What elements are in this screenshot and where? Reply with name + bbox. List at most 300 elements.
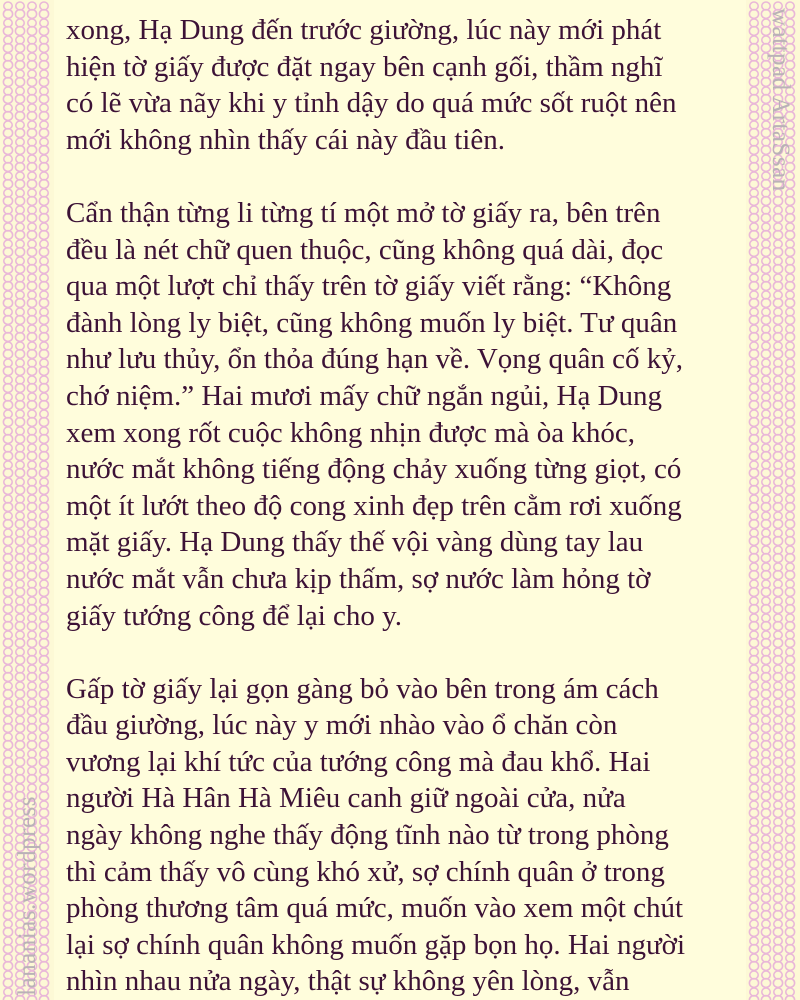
pattern-loop	[761, 775, 770, 784]
pattern-loop	[749, 690, 758, 699]
pattern-loop	[750, 478, 758, 486]
pattern-loop	[27, 571, 36, 580]
pattern-loop	[749, 95, 758, 104]
pattern-loop	[40, 444, 48, 452]
pattern-loop	[3, 44, 12, 53]
pattern-loop	[785, 622, 794, 631]
pattern-loop	[3, 996, 12, 1000]
pattern-loop	[749, 809, 758, 818]
pattern-loop	[27, 435, 36, 444]
pattern-loop	[27, 333, 36, 342]
pattern-loop	[28, 2, 36, 10]
pattern-loop	[28, 699, 36, 707]
pattern-loop	[27, 486, 36, 495]
pattern-loop	[15, 418, 24, 427]
pattern-loop	[761, 860, 770, 869]
pattern-loop	[15, 775, 24, 784]
pattern-loop	[749, 792, 758, 801]
pattern-loop	[761, 792, 770, 801]
text-line: nước mắt vẫn chưa kịp thấm, sợ nước làm hỏng tờ	[66, 562, 651, 595]
pattern-loop	[761, 724, 770, 733]
pattern-loop	[27, 248, 36, 257]
pattern-loop	[39, 690, 48, 699]
pattern-loop	[761, 962, 770, 971]
pattern-loop	[40, 393, 48, 401]
pattern-loop	[28, 308, 36, 316]
pattern-loop	[774, 308, 782, 316]
pattern-loop	[750, 376, 758, 384]
pattern-loop	[39, 265, 48, 274]
pattern-loop	[3, 979, 12, 988]
text-line: nhìn nhau nửa ngày, thật sự không yên lòng, vẫn	[66, 965, 630, 998]
pattern-loop	[3, 129, 12, 138]
pattern-loop	[785, 775, 794, 784]
pattern-loop	[15, 452, 24, 461]
pattern-loop	[785, 435, 794, 444]
pattern-loop	[749, 78, 758, 87]
paragraph-gap	[66, 158, 746, 195]
pattern-loop	[761, 248, 770, 257]
pattern-loop	[786, 444, 794, 452]
pattern-loop	[40, 461, 48, 469]
pattern-loop	[27, 44, 36, 53]
pattern-loop	[773, 282, 782, 291]
pattern-loop	[785, 928, 794, 937]
pattern-loop	[39, 656, 48, 665]
pattern-loop	[773, 605, 782, 614]
pattern-loop	[785, 945, 794, 954]
pattern-loop	[15, 112, 24, 121]
pattern-loop	[28, 410, 36, 418]
pattern-loop	[773, 299, 782, 308]
pattern-loop	[762, 325, 770, 333]
pattern-loop	[749, 180, 758, 189]
pattern-loop	[3, 350, 12, 359]
pattern-loop	[4, 376, 12, 384]
pattern-loop	[3, 843, 12, 852]
pattern-loop	[785, 809, 794, 818]
pattern-loop	[27, 350, 36, 359]
paragraph-gap	[66, 634, 746, 671]
pattern-loop	[785, 384, 794, 393]
pattern-loop	[3, 809, 12, 818]
pattern-loop	[39, 129, 48, 138]
pattern-loop	[28, 648, 36, 656]
pattern-loop	[761, 622, 770, 631]
pattern-loop	[750, 291, 758, 299]
pattern-loop	[3, 78, 12, 87]
pattern-loop	[27, 520, 36, 529]
pattern-loop	[761, 554, 770, 563]
pattern-loop	[750, 427, 758, 435]
pattern-loop	[27, 503, 36, 512]
pattern-loop	[3, 418, 12, 427]
pattern-loop	[15, 282, 24, 291]
pattern-loop	[15, 214, 24, 223]
pattern-loop	[749, 367, 758, 376]
pattern-loop	[761, 214, 770, 223]
pattern-loop	[749, 673, 758, 682]
pattern-loop	[3, 299, 12, 308]
pattern-loop	[16, 444, 24, 452]
pattern-loop	[39, 299, 48, 308]
pattern-loop	[785, 707, 794, 716]
pattern-loop	[3, 962, 12, 971]
pattern-loop	[3, 248, 12, 257]
pattern-loop	[28, 461, 36, 469]
pattern-loop	[3, 61, 12, 70]
pattern-loop	[749, 894, 758, 903]
pattern-loop	[28, 614, 36, 622]
pattern-loop	[27, 622, 36, 631]
pattern-loop	[40, 274, 48, 282]
pattern-loop	[785, 231, 794, 240]
pattern-loop	[27, 231, 36, 240]
pattern-loop	[16, 376, 24, 384]
pattern-loop	[4, 359, 12, 367]
pattern-loop	[749, 588, 758, 597]
pattern-loop	[761, 894, 770, 903]
pattern-loop	[27, 10, 36, 19]
pattern-loop	[773, 435, 782, 444]
pattern-loop	[749, 197, 758, 206]
pattern-loop	[27, 690, 36, 699]
pattern-loop	[4, 410, 12, 418]
pattern-loop	[27, 537, 36, 546]
pattern-loop	[39, 197, 48, 206]
pattern-loop	[3, 622, 12, 631]
pattern-loop	[773, 265, 782, 274]
pattern-loop	[3, 367, 12, 376]
pattern-loop	[3, 537, 12, 546]
pattern-loop	[27, 452, 36, 461]
pattern-loop	[16, 19, 24, 27]
pattern-loop	[3, 95, 12, 104]
pattern-loop	[762, 495, 770, 503]
pattern-loop	[773, 486, 782, 495]
pattern-loop	[749, 486, 758, 495]
pattern-loop	[28, 682, 36, 690]
pattern-loop	[39, 435, 48, 444]
right-watermark: wattpad ArtaSsan	[767, 8, 794, 192]
pattern-loop	[761, 452, 770, 461]
pattern-loop	[15, 316, 24, 325]
pattern-loop	[27, 605, 36, 614]
pattern-loop	[39, 95, 48, 104]
pattern-loop	[3, 571, 12, 580]
pattern-loop	[749, 520, 758, 529]
pattern-loop	[785, 469, 794, 478]
pattern-loop	[761, 435, 770, 444]
pattern-loop	[27, 78, 36, 87]
pattern-loop	[750, 410, 758, 418]
pattern-loop	[16, 410, 24, 418]
pattern-loop	[773, 707, 782, 716]
pattern-loop	[773, 673, 782, 682]
pattern-loop	[15, 707, 24, 716]
pattern-loop	[773, 911, 782, 920]
pattern-loop	[39, 384, 48, 393]
pattern-loop	[3, 690, 12, 699]
pattern-loop	[3, 928, 12, 937]
pattern-loop	[39, 520, 48, 529]
pattern-loop	[762, 257, 770, 265]
pattern-loop	[39, 673, 48, 682]
pattern-loop	[785, 996, 794, 1000]
paragraph-1	[66, 12, 746, 158]
pattern-loop	[773, 792, 782, 801]
pattern-loop	[39, 486, 48, 495]
pattern-loop	[773, 979, 782, 988]
pattern-loop	[39, 605, 48, 614]
pattern-loop	[27, 61, 36, 70]
pattern-loop	[27, 741, 36, 750]
pattern-loop	[3, 265, 12, 274]
pattern-loop	[785, 639, 794, 648]
pattern-loop	[28, 206, 36, 214]
pattern-loop	[761, 979, 770, 988]
pattern-loop	[749, 605, 758, 614]
pattern-loop	[39, 571, 48, 580]
text-line: thì cảm thấy vô cùng khó xử, sợ chính quân ở trong	[66, 855, 665, 888]
pattern-loop	[27, 418, 36, 427]
pattern-loop	[774, 478, 782, 486]
pattern-loop	[3, 486, 12, 495]
pattern-loop	[761, 503, 770, 512]
pattern-loop	[28, 19, 36, 27]
pattern-loop	[749, 265, 758, 274]
pattern-loop	[40, 325, 48, 333]
pattern-loop	[15, 10, 24, 19]
pattern-loop	[39, 333, 48, 342]
pattern-loop	[749, 333, 758, 342]
pattern-loop	[750, 274, 758, 282]
pattern-loop	[27, 27, 36, 36]
pattern-loop	[773, 945, 782, 954]
paragraph-2	[66, 195, 746, 634]
pattern-loop	[761, 418, 770, 427]
pattern-loop	[749, 860, 758, 869]
pattern-loop	[773, 248, 782, 257]
pattern-loop	[28, 665, 36, 673]
pattern-loop	[4, 257, 12, 265]
pattern-loop	[15, 27, 24, 36]
pattern-loop	[4, 461, 12, 469]
pattern-loop	[15, 129, 24, 138]
pattern-loop	[749, 418, 758, 427]
pattern-loop	[785, 673, 794, 682]
text-line: mới không nhìn thấy cái này đầu tiên.	[66, 123, 505, 156]
pattern-loop	[40, 495, 48, 503]
pattern-loop	[785, 537, 794, 546]
pattern-loop	[3, 673, 12, 682]
pattern-loop	[4, 19, 12, 27]
pattern-loop	[761, 656, 770, 665]
pattern-loop	[28, 767, 36, 775]
pattern-loop	[27, 197, 36, 206]
pattern-loop	[3, 877, 12, 886]
pattern-loop	[27, 401, 36, 410]
pattern-loop	[749, 44, 758, 53]
text-line: ngày không nghe thấy động tĩnh nào từ trong phòng	[66, 819, 669, 852]
pattern-loop	[786, 257, 794, 265]
pattern-loop	[773, 826, 782, 835]
pattern-loop	[15, 554, 24, 563]
pattern-loop	[773, 656, 782, 665]
pattern-loop	[4, 478, 12, 486]
pattern-loop	[4, 393, 12, 401]
pattern-loop	[774, 427, 782, 435]
pattern-loop	[15, 469, 24, 478]
pattern-loop	[28, 597, 36, 605]
pattern-loop	[16, 393, 24, 401]
pattern-loop	[28, 393, 36, 401]
pattern-loop	[16, 342, 24, 350]
pattern-loop	[16, 308, 24, 316]
pattern-loop	[4, 342, 12, 350]
pattern-loop	[39, 622, 48, 631]
pattern-loop	[761, 673, 770, 682]
pattern-loop	[15, 95, 24, 104]
pattern-loop	[749, 826, 758, 835]
pattern-loop	[40, 308, 48, 316]
pattern-loop	[4, 444, 12, 452]
pattern-loop	[39, 775, 48, 784]
pattern-loop	[761, 367, 770, 376]
pattern-loop	[761, 350, 770, 359]
pattern-loop	[773, 367, 782, 376]
pattern-loop	[39, 452, 48, 461]
pattern-loop	[39, 61, 48, 70]
text-line: xem xong rốt cuộc không nhịn được mà òa khóc,	[66, 416, 636, 449]
pattern-loop	[15, 231, 24, 240]
pattern-loop	[40, 410, 48, 418]
pattern-loop	[785, 316, 794, 325]
pattern-loop	[28, 257, 36, 265]
pattern-loop	[785, 299, 794, 308]
pattern-loop	[773, 537, 782, 546]
pattern-loop	[27, 758, 36, 767]
pattern-loop	[16, 495, 24, 503]
pattern-loop	[15, 435, 24, 444]
pattern-loop	[16, 274, 24, 282]
pattern-loop	[3, 605, 12, 614]
pattern-loop	[750, 342, 758, 350]
pattern-loop	[16, 359, 24, 367]
pattern-loop	[749, 996, 758, 1000]
pattern-loop	[761, 945, 770, 954]
pattern-loop	[4, 308, 12, 316]
pattern-loop	[15, 741, 24, 750]
pattern-loop	[761, 231, 770, 240]
pattern-loop	[786, 495, 794, 503]
pattern-loop	[785, 877, 794, 886]
pattern-loop	[15, 588, 24, 597]
pattern-loop	[3, 282, 12, 291]
pattern-loop	[3, 554, 12, 563]
pattern-loop	[39, 537, 48, 546]
pattern-loop	[785, 503, 794, 512]
pattern-loop	[3, 180, 12, 189]
right-decorative-border	[746, 0, 800, 1000]
pattern-loop	[750, 359, 758, 367]
pattern-loop	[39, 214, 48, 223]
pattern-loop	[28, 733, 36, 741]
pattern-loop	[3, 197, 12, 206]
pattern-loop	[786, 427, 794, 435]
pattern-loop	[786, 376, 794, 384]
pattern-loop	[40, 257, 48, 265]
text-line: giấy tướng công để lại cho y.	[66, 599, 403, 632]
pattern-loop	[15, 350, 24, 359]
pattern-loop	[16, 291, 24, 299]
pattern-loop	[761, 588, 770, 597]
pattern-loop	[15, 690, 24, 699]
text-line: vương lại khí tức của tướng công mà đau khổ. Hai	[66, 745, 651, 778]
pattern-loop	[749, 911, 758, 920]
pattern-loop	[27, 299, 36, 308]
pattern-loop	[773, 996, 782, 1000]
text-line: đều là nét chữ quen thuộc, cũng không quá dài, đọc	[66, 233, 664, 266]
pattern-loop	[774, 274, 782, 282]
pattern-loop	[27, 95, 36, 104]
pattern-loop	[749, 112, 758, 121]
pattern-loop	[28, 359, 36, 367]
pattern-loop	[3, 724, 12, 733]
pattern-loop	[3, 639, 12, 648]
text-line: có lẽ vừa nãy khi y tỉnh dậy do quá mức sốt ruột nên	[66, 87, 677, 120]
pattern-loop	[761, 758, 770, 767]
pattern-loop	[762, 427, 770, 435]
pattern-loop	[761, 911, 770, 920]
text-line: mặt giấy. Hạ Dung thấy thế vội vàng dùng tay lau	[66, 526, 644, 559]
pattern-loop	[785, 401, 794, 410]
pattern-loop	[27, 673, 36, 682]
pattern-loop	[749, 758, 758, 767]
pattern-loop	[785, 452, 794, 461]
pattern-loop	[39, 27, 48, 36]
left-decorative-border	[0, 0, 54, 1000]
pattern-loop	[749, 469, 758, 478]
pattern-loop	[785, 792, 794, 801]
pattern-loop	[773, 588, 782, 597]
pattern-loop	[750, 393, 758, 401]
pattern-loop	[3, 775, 12, 784]
pattern-loop	[3, 911, 12, 920]
pattern-loop	[3, 10, 12, 19]
pattern-loop	[773, 214, 782, 223]
pattern-loop	[761, 197, 770, 206]
text-line: một ít lướt theo độ cong xinh đẹp trên cằm rơi xuống	[66, 489, 682, 522]
pattern-loop	[749, 214, 758, 223]
pattern-loop	[27, 469, 36, 478]
pattern-loop	[762, 410, 770, 418]
left-watermark: lananias.wordpress	[14, 796, 41, 996]
pattern-loop	[3, 214, 12, 223]
pattern-loop	[749, 877, 758, 886]
pattern-loop	[3, 656, 12, 665]
pattern-loop	[761, 401, 770, 410]
pattern-loop	[39, 758, 48, 767]
pattern-loop	[749, 928, 758, 937]
pattern-loop	[761, 486, 770, 495]
pattern-loop	[749, 316, 758, 325]
pattern-loop	[3, 27, 12, 36]
pattern-loop	[773, 724, 782, 733]
pattern-loop	[774, 393, 782, 401]
pattern-loop	[785, 197, 794, 206]
pattern-loop	[762, 444, 770, 452]
